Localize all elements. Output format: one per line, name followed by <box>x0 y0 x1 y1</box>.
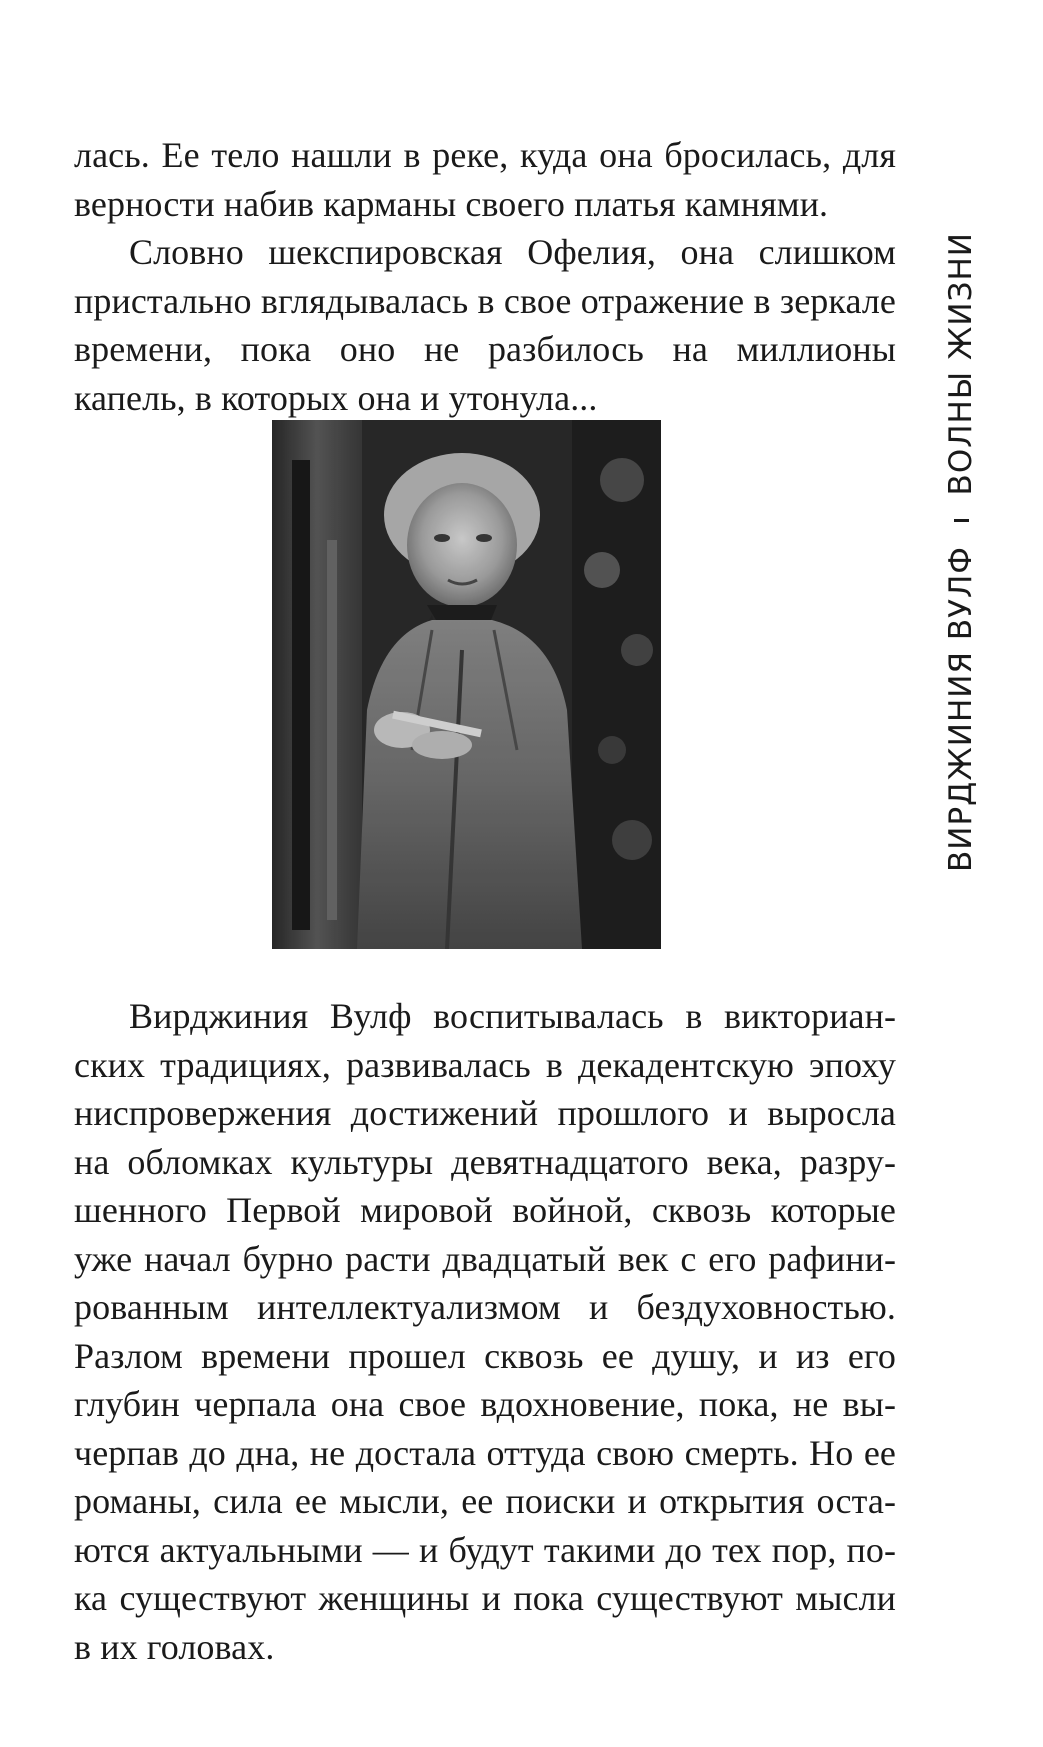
paragraph-woolf-biography: Вирджиния Вулф воспитывалась в викторианских традициях, развивалась в декадентскую эпоху ниспровержения достижений прошлого и выросла на обломках культуры девятнадцатого века, разрушенного Первой мировой войной, сквозь которые уже начал бурно расти двадцатый век с его рафинированным интеллектуализмом и бездуховностью. Разлом времени прошел сквозь ее душу, и из его глубин черпала она свое вдохновение, пока, не вычерпав до дна, не достала оттуда свою смерть. Но ее романы, сила ее мысли, ее поиски и открытия остаются актуальными — и будут такими до тех пор, пока существуют женщины и пока существуют мысли в их головах. <box>74 996 896 1667</box>
bottom-text-block <box>74 992 896 1671</box>
square-bullet-icon <box>954 519 969 522</box>
paragraph-continuation: лась. Ее тело нашли в реке, куда она бросилась, для верности набив карманы своего платья камнями. <box>74 135 896 224</box>
portrait-photo <box>272 420 661 949</box>
running-head <box>938 232 984 872</box>
running-head-section-title: ВОЛНЫ ЖИЗНИ <box>943 232 979 496</box>
running-head-book-title: ВИРДЖИНИЯ ВУЛФ <box>943 546 979 872</box>
running-head-rotated <box>938 232 984 872</box>
paragraph-ophelia: Словно шекспировская Офелия, она слишком пристально вглядывалась в свое отражение в зеркале времени, пока оно не разбилось на миллионы капель, в которых она и утонула... <box>74 232 896 418</box>
top-text-block <box>74 131 896 422</box>
